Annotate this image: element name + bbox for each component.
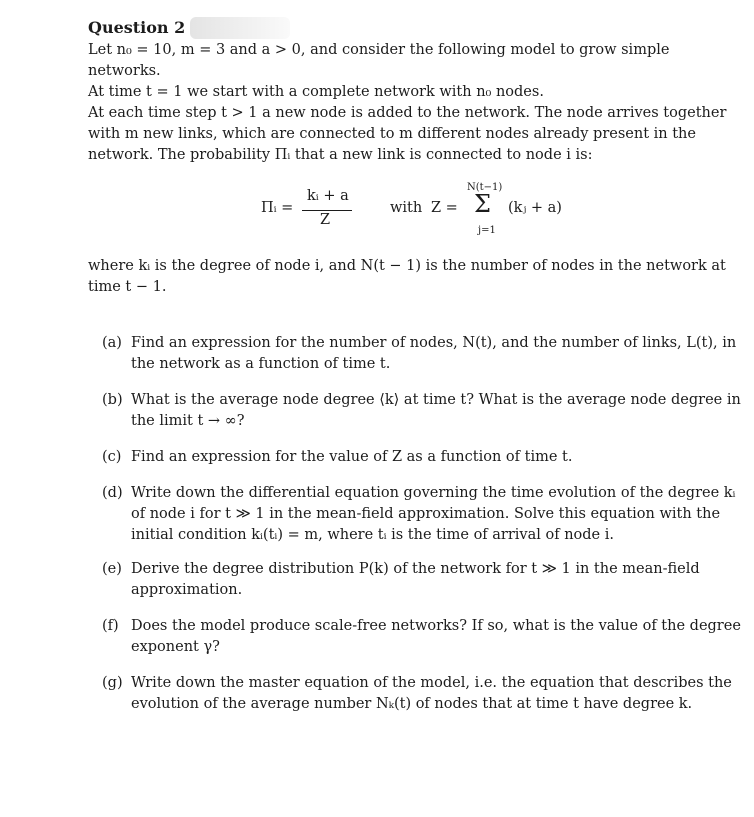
initial-condition-paragraph: At time t = 1 we start with a complete network with n₀ nodes. [88, 84, 544, 100]
item-label: (e) [102, 561, 122, 577]
item-label: (c) [102, 449, 122, 465]
sum-lower-limit: j=1 [478, 225, 496, 236]
item-label: (b) [102, 392, 123, 408]
item-label: (a) [102, 335, 122, 351]
formula-lhs: Πᵢ = [261, 200, 294, 216]
item-text: Write down the differential equation governing the time evolution of the degree kᵢ of node i for t ≫ 1 in the mean-field approximation. Solve this equation with the initial condition kᵢ(tᵢ) = m, where tᵢ is the time of arrival of node i. [131, 485, 736, 543]
growth-rule-paragraph: At each time step t > 1 a new node is added to the network. The node arrives together with m new links, which are connected to m different nodes already present in the network. The probability Πᵢ that a new link is connected to node i is: [88, 105, 727, 163]
item-text: Derive the degree distribution P(k) of the network for t ≫ 1 in the mean-field approximation. [131, 561, 700, 598]
formula-summand: (kⱼ + a) [508, 200, 562, 216]
item-text: Find an expression for the value of Z as a function of time t. [131, 449, 573, 465]
intro-paragraph: Let n₀ = 10, m = 3 and a > 0, and consider the following model to grow simple networks. [88, 42, 670, 79]
sum-sigma: Σ [474, 190, 491, 218]
sum-upper-limit: N(t−1) [467, 182, 503, 193]
item-label: (g) [102, 675, 123, 691]
question-title: Question 2 [88, 18, 186, 37]
formula-with: with [390, 200, 423, 216]
fraction-bar [302, 210, 352, 211]
item-text: Find an expression for the number of nodes, N(t), and the number of links, L(t), in the network as a function of time t. [131, 335, 737, 372]
probability-formula [0, 180, 754, 240]
definitions-paragraph: where kᵢ is the degree of node i, and N(t − 1) is the number of nodes in the network at time t − 1. [88, 258, 726, 295]
item-text: What is the average node degree ⟨k⟩ at time t? What is the average node degree in the limit t → ∞? [131, 392, 741, 429]
formula-denominator: Z [320, 212, 331, 228]
item-text: Write down the master equation of the model, i.e. the equation that describes the evolution of the average number Nₖ(t) of nodes that at time t have degree k. [131, 675, 732, 712]
redacted-region [190, 17, 290, 39]
formula-numerator: kᵢ + a [307, 188, 349, 204]
item-label: (f) [102, 618, 119, 634]
formula-z-equals: Z = [431, 200, 458, 216]
item-label: (d) [102, 485, 123, 501]
item-text: Does the model produce scale-free networks? If so, what is the value of the degree exponent γ? [131, 618, 741, 655]
